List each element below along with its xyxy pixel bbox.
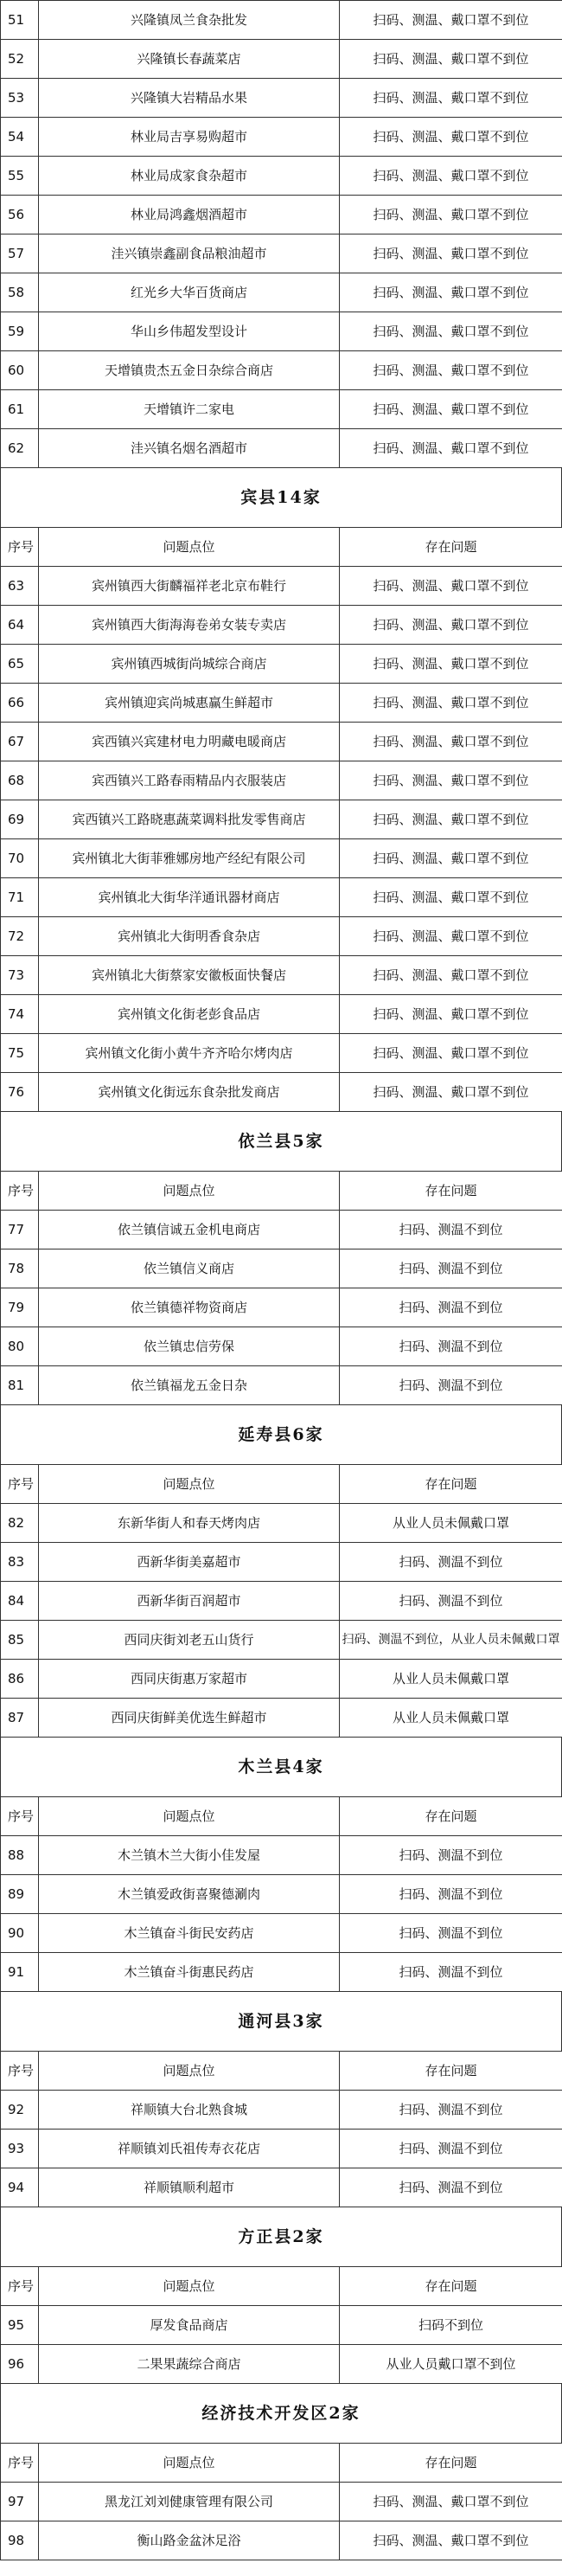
row-issue: 扫码、测温、戴口罩不到位	[340, 429, 562, 468]
table-row	[1, 1249, 562, 1288]
row-number: 78	[1, 1249, 39, 1288]
row-location: 东新华街人和春天烤肉店	[39, 1504, 340, 1543]
table-row	[1, 40, 562, 79]
section-title: 经济技术开发区2家	[0, 2384, 562, 2443]
row-issue: 扫码、测温、戴口罩不到位	[340, 567, 562, 606]
row-location: 兴隆镇大岩精品水果	[39, 79, 340, 118]
row-location: 西同庆街惠万家超市	[39, 1660, 340, 1699]
row-issue: 扫码、测温、戴口罩不到位	[340, 390, 562, 429]
issue-table	[0, 527, 562, 1112]
table-row	[1, 684, 562, 723]
table-row	[1, 429, 562, 468]
row-location: 木兰镇木兰大街小佳发屋	[39, 1836, 340, 1875]
row-number: 91	[1, 1953, 39, 1992]
table-row	[1, 800, 562, 839]
table-row	[1, 878, 562, 917]
row-location: 宾州镇文化街小黄牛齐齐哈尔烤肉店	[39, 1034, 340, 1073]
table-row	[1, 196, 562, 234]
row-number: 89	[1, 1875, 39, 1914]
row-number: 74	[1, 995, 39, 1034]
county-section	[0, 2207, 562, 2384]
table-row	[1, 2521, 562, 2560]
row-number: 60	[1, 351, 39, 390]
row-number: 83	[1, 1543, 39, 1582]
table-row	[1, 2091, 562, 2130]
table-row	[1, 1953, 562, 1992]
row-issue: 扫码、测温、戴口罩不到位	[340, 995, 562, 1034]
issue-table	[0, 1171, 562, 1405]
row-issue: 扫码、测温不到位	[340, 1875, 562, 1914]
table-row	[1, 1621, 562, 1660]
table-row	[1, 1660, 562, 1699]
county-section	[0, 2384, 562, 2560]
row-number: 54	[1, 118, 39, 157]
row-location: 宾西镇兴工路晓惠蔬菜调料批发零售商店	[39, 800, 340, 839]
row-issue: 扫码、测温、戴口罩不到位	[340, 645, 562, 684]
row-location: 依兰镇忠信劳保	[39, 1327, 340, 1366]
row-location: 祥顺镇顺利超市	[39, 2168, 340, 2207]
row-number: 68	[1, 761, 39, 800]
row-number: 73	[1, 956, 39, 995]
row-issue: 扫码、测温、戴口罩不到位	[340, 956, 562, 995]
table-row	[1, 351, 562, 390]
table-row	[1, 1073, 562, 1112]
row-location: 木兰镇奋斗街惠民药店	[39, 1953, 340, 1992]
row-number: 75	[1, 1034, 39, 1073]
row-location: 兴隆镇凤兰食杂批发	[39, 1, 340, 40]
row-location: 依兰镇信义商店	[39, 1249, 340, 1288]
row-location: 宾州镇北大街蔡家安徽板面快餐店	[39, 956, 340, 995]
row-location: 洼兴镇崇鑫副食品粮油超市	[39, 234, 340, 273]
header-issue: 存在问题	[340, 2052, 562, 2091]
row-issue: 扫码、测温、戴口罩不到位	[340, 761, 562, 800]
row-number: 66	[1, 684, 39, 723]
row-number: 55	[1, 157, 39, 196]
row-number: 80	[1, 1327, 39, 1366]
table-row	[1, 390, 562, 429]
row-location: 宾州镇迎宾尚城惠赢生鲜超市	[39, 684, 340, 723]
row-location: 宾州镇文化街老彭食品店	[39, 995, 340, 1034]
county-section	[0, 468, 562, 1112]
table-row	[1, 995, 562, 1034]
header-num: 序号	[1, 2052, 39, 2091]
table-row	[1, 2483, 562, 2521]
row-issue: 扫码、测温、戴口罩不到位	[340, 800, 562, 839]
table-row	[1, 1327, 562, 1366]
table-row	[1, 118, 562, 157]
row-issue: 扫码、测温不到位	[340, 2130, 562, 2168]
row-number: 90	[1, 1914, 39, 1953]
section-title: 宾县14家	[0, 468, 562, 527]
row-issue: 扫码、测温、戴口罩不到位	[340, 1073, 562, 1112]
row-location: 衡山路金盆沐足浴	[39, 2521, 340, 2560]
table-row	[1, 1034, 562, 1073]
table-row	[1, 956, 562, 995]
row-number: 57	[1, 234, 39, 273]
table-row	[1, 917, 562, 956]
row-location: 宾州镇西大街麟福祥老北京布鞋行	[39, 567, 340, 606]
row-issue: 扫码、测温、戴口罩不到位	[340, 917, 562, 956]
row-issue: 扫码、测温、戴口罩不到位	[340, 878, 562, 917]
table-row	[1, 1288, 562, 1327]
header-location: 问题点位	[39, 1465, 340, 1504]
row-issue: 从业人员戴口罩不到位	[340, 2345, 562, 2384]
row-location: 西新华街美嘉超市	[39, 1543, 340, 1582]
county-section	[0, 1405, 562, 1738]
row-number: 71	[1, 878, 39, 917]
row-location: 宾州镇文化街远东食杂批发商店	[39, 1073, 340, 1112]
row-location: 西新华街百润超市	[39, 1582, 340, 1621]
row-issue: 扫码、测温不到位	[340, 1366, 562, 1405]
row-location: 林业局成家食杂超市	[39, 157, 340, 196]
row-issue: 扫码、测温、戴口罩不到位	[340, 40, 562, 79]
issue-table	[0, 2051, 562, 2207]
row-number: 97	[1, 2483, 39, 2521]
header-num: 序号	[1, 1172, 39, 1211]
table-header-row	[1, 2052, 562, 2091]
row-number: 62	[1, 429, 39, 468]
header-issue: 存在问题	[340, 1465, 562, 1504]
row-number: 98	[1, 2521, 39, 2560]
table-row	[1, 567, 562, 606]
table-row	[1, 761, 562, 800]
header-location: 问题点位	[39, 2267, 340, 2306]
section-title: 延寿县6家	[0, 1405, 562, 1464]
header-num: 序号	[1, 528, 39, 567]
row-number: 87	[1, 1699, 39, 1738]
row-location: 华山乡伟超发型设计	[39, 312, 340, 351]
row-issue: 扫码、测温不到位	[340, 1582, 562, 1621]
header-issue: 存在问题	[340, 2267, 562, 2306]
header-issue: 存在问题	[340, 1172, 562, 1211]
row-location: 宾州镇西大街海海卷弟女装专卖店	[39, 606, 340, 645]
row-number: 88	[1, 1836, 39, 1875]
row-issue: 扫码、测温不到位	[340, 2168, 562, 2207]
row-number: 53	[1, 79, 39, 118]
header-location: 问题点位	[39, 1797, 340, 1836]
header-location: 问题点位	[39, 2052, 340, 2091]
table-row	[1, 2130, 562, 2168]
table-row	[1, 1543, 562, 1582]
table-row	[1, 1366, 562, 1405]
table-header-row	[1, 528, 562, 567]
table-row	[1, 312, 562, 351]
row-location: 宾州镇北大街菲雅娜房地产经纪有限公司	[39, 839, 340, 878]
table-row	[1, 1504, 562, 1543]
row-issue: 从业人员未佩戴口罩	[340, 1504, 562, 1543]
issue-table	[0, 2443, 562, 2560]
row-issue: 扫码、测温不到位	[340, 1953, 562, 1992]
table-row	[1, 1875, 562, 1914]
row-location: 天增镇许二家电	[39, 390, 340, 429]
row-issue: 扫码、测温不到位，从业人员未佩戴口罩	[340, 1621, 562, 1660]
row-number: 92	[1, 2091, 39, 2130]
row-location: 黑龙江刘刘健康管理有限公司	[39, 2483, 340, 2521]
row-location: 依兰镇德祥物资商店	[39, 1288, 340, 1327]
header-num: 序号	[1, 2267, 39, 2306]
row-issue: 扫码、测温、戴口罩不到位	[340, 2521, 562, 2560]
row-number: 86	[1, 1660, 39, 1699]
table-header-row	[1, 1465, 562, 1504]
row-number: 58	[1, 273, 39, 312]
row-number: 59	[1, 312, 39, 351]
row-location: 宾西镇兴工路春雨精品内衣服装店	[39, 761, 340, 800]
table-row	[1, 1914, 562, 1953]
table-row	[1, 1836, 562, 1875]
table-row	[1, 234, 562, 273]
row-issue: 扫码、测温不到位	[340, 1249, 562, 1288]
row-issue: 扫码、测温不到位	[340, 1288, 562, 1327]
row-number: 79	[1, 1288, 39, 1327]
row-issue: 扫码、测温、戴口罩不到位	[340, 312, 562, 351]
table-row	[1, 157, 562, 196]
header-location: 问题点位	[39, 1172, 340, 1211]
row-issue: 扫码、测温、戴口罩不到位	[340, 234, 562, 273]
row-issue: 扫码、测温、戴口罩不到位	[340, 118, 562, 157]
issue-table	[0, 0, 562, 468]
row-issue: 扫码、测温、戴口罩不到位	[340, 2483, 562, 2521]
row-issue: 扫码、测温、戴口罩不到位	[340, 1, 562, 40]
row-location: 木兰镇爱政街喜聚德涮肉	[39, 1875, 340, 1914]
table-header-row	[1, 1172, 562, 1211]
table-row	[1, 2168, 562, 2207]
county-section	[0, 1992, 562, 2207]
row-issue: 从业人员未佩戴口罩	[340, 1660, 562, 1699]
row-number: 63	[1, 567, 39, 606]
table-row	[1, 1211, 562, 1249]
row-issue: 从业人员未佩戴口罩	[340, 1699, 562, 1738]
row-number: 65	[1, 645, 39, 684]
row-issue: 扫码、测温、戴口罩不到位	[340, 606, 562, 645]
row-number: 76	[1, 1073, 39, 1112]
row-location: 兴隆镇长春蔬菜店	[39, 40, 340, 79]
row-number: 85	[1, 1621, 39, 1660]
table-row	[1, 2345, 562, 2384]
row-number: 52	[1, 40, 39, 79]
row-issue: 扫码、测温、戴口罩不到位	[340, 196, 562, 234]
row-number: 95	[1, 2306, 39, 2345]
row-number: 72	[1, 917, 39, 956]
row-location: 林业局鸿鑫烟酒超市	[39, 196, 340, 234]
row-location: 木兰镇奋斗街民安药店	[39, 1914, 340, 1953]
county-section	[0, 1738, 562, 1992]
row-issue: 扫码、测温不到位	[340, 1543, 562, 1582]
row-issue: 扫码、测温不到位	[340, 1211, 562, 1249]
row-number: 93	[1, 2130, 39, 2168]
header-issue: 存在问题	[340, 1797, 562, 1836]
table-row	[1, 645, 562, 684]
header-num: 序号	[1, 1465, 39, 1504]
table-header-row	[1, 2444, 562, 2483]
section-title: 木兰县4家	[0, 1738, 562, 1796]
header-num: 序号	[1, 1797, 39, 1836]
row-issue: 扫码、测温、戴口罩不到位	[340, 79, 562, 118]
row-number: 70	[1, 839, 39, 878]
row-location: 宾州镇西城街尚城综合商店	[39, 645, 340, 684]
row-issue: 扫码不到位	[340, 2306, 562, 2345]
row-number: 56	[1, 196, 39, 234]
county-section	[0, 1112, 562, 1405]
row-location: 宾州镇北大街明香食杂店	[39, 917, 340, 956]
row-number: 81	[1, 1366, 39, 1405]
table-row	[1, 2306, 562, 2345]
header-issue: 存在问题	[340, 2444, 562, 2483]
table-row	[1, 1582, 562, 1621]
row-issue: 扫码、测温不到位	[340, 1914, 562, 1953]
section-title: 方正县2家	[0, 2207, 562, 2266]
header-num: 序号	[1, 2444, 39, 2483]
row-issue: 扫码、测温、戴口罩不到位	[340, 723, 562, 761]
table-row	[1, 606, 562, 645]
table-header-row	[1, 2267, 562, 2306]
row-location: 宾州镇北大街华洋通讯器材商店	[39, 878, 340, 917]
row-location: 天增镇贵杰五金日杂综合商店	[39, 351, 340, 390]
row-location: 林业局吉享易购超市	[39, 118, 340, 157]
row-issue: 扫码、测温不到位	[340, 1836, 562, 1875]
row-number: 82	[1, 1504, 39, 1543]
section-title: 依兰县5家	[0, 1112, 562, 1171]
table-row	[1, 1, 562, 40]
row-number: 61	[1, 390, 39, 429]
table-row	[1, 839, 562, 878]
row-location: 宾西镇兴宾建材电力明藏电暖商店	[39, 723, 340, 761]
row-location: 依兰镇信诚五金机电商店	[39, 1211, 340, 1249]
row-number: 77	[1, 1211, 39, 1249]
row-issue: 扫码、测温、戴口罩不到位	[340, 684, 562, 723]
row-location: 厚发食品商店	[39, 2306, 340, 2345]
row-issue: 扫码、测温、戴口罩不到位	[340, 157, 562, 196]
row-issue: 扫码、测温、戴口罩不到位	[340, 1034, 562, 1073]
table-row	[1, 273, 562, 312]
table-row	[1, 1699, 562, 1738]
issue-table	[0, 2266, 562, 2384]
header-issue: 存在问题	[340, 528, 562, 567]
row-issue: 扫码、测温不到位	[340, 2091, 562, 2130]
row-number: 96	[1, 2345, 39, 2384]
row-issue: 扫码、测温、戴口罩不到位	[340, 839, 562, 878]
section-title: 通河县3家	[0, 1992, 562, 2051]
table-header-row	[1, 1797, 562, 1836]
row-location: 祥顺镇刘氏祖传寿衣花店	[39, 2130, 340, 2168]
header-location: 问题点位	[39, 528, 340, 567]
row-issue: 扫码、测温、戴口罩不到位	[340, 351, 562, 390]
row-location: 洼兴镇名烟名酒超市	[39, 429, 340, 468]
row-number: 51	[1, 1, 39, 40]
header-location: 问题点位	[39, 2444, 340, 2483]
row-issue: 扫码、测温、戴口罩不到位	[340, 273, 562, 312]
row-number: 84	[1, 1582, 39, 1621]
issue-table	[0, 1464, 562, 1738]
row-location: 祥顺镇大台北熟食城	[39, 2091, 340, 2130]
row-location: 红光乡大华百货商店	[39, 273, 340, 312]
table-row	[1, 723, 562, 761]
row-number: 69	[1, 800, 39, 839]
county-section	[0, 0, 562, 468]
issue-table	[0, 1796, 562, 1992]
row-issue: 扫码、测温不到位	[340, 1327, 562, 1366]
row-location: 二果果蔬综合商店	[39, 2345, 340, 2384]
row-location: 西同庆街刘老五山货行	[39, 1621, 340, 1660]
row-number: 94	[1, 2168, 39, 2207]
table-row	[1, 79, 562, 118]
row-number: 67	[1, 723, 39, 761]
row-number: 64	[1, 606, 39, 645]
row-location: 西同庆街鲜美优选生鲜超市	[39, 1699, 340, 1738]
row-location: 依兰镇福龙五金日杂	[39, 1366, 340, 1405]
